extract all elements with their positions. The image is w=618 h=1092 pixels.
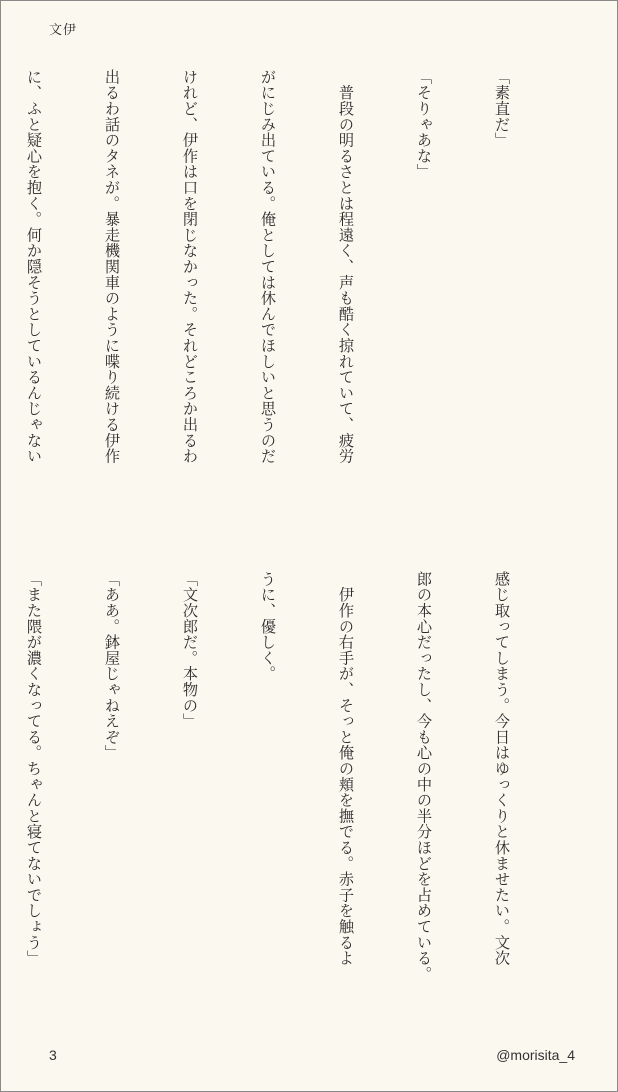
- page-number: 3: [49, 1047, 57, 1063]
- text-line: 伊作の右手が、そっと俺の頬を撫でる。赤子を触るよ: [337, 571, 355, 966]
- author-handle: @morisita_4: [496, 1047, 575, 1063]
- text-block-top: [25, 69, 567, 531]
- text-line: うに、優しく。: [259, 571, 277, 682]
- text-line: 「また隈が濃くなってる。ちゃんと寝てないでしょう」: [25, 571, 43, 966]
- text-line: 出るわ話のタネが。暴走機関車のように喋り続ける伊作: [103, 69, 121, 464]
- text-line: 「ああ。鉢屋じゃねえぞ」: [103, 571, 121, 761]
- text-line: けれど、伊作は口を閉じなかった。それどころか出るわ: [181, 69, 199, 464]
- text-line: 「そりゃあな」: [415, 69, 433, 180]
- text-line: 郎の本心だったし、今も心の中の半分ほどを占めている。: [415, 571, 433, 982]
- header-title: 文伊: [49, 23, 78, 38]
- text-line: 「素直だ」: [493, 69, 511, 148]
- text-line: に、ふと疑心を抱く。何か隠そうとしているんじゃない: [25, 69, 43, 464]
- text-line: 普段の明るさとは程遠く、声も酷く掠れていて、疲労: [337, 69, 355, 464]
- text-line: がにじみ出ている。俺としては休んでほしいと思うのだ: [259, 69, 277, 464]
- text-line: 「文次郎だ。本物の」: [181, 571, 199, 729]
- text-block-bottom: [25, 571, 567, 1033]
- text-line: 感じ取ってしまう。今日はゆっくりと休ませたい。文次: [493, 571, 511, 966]
